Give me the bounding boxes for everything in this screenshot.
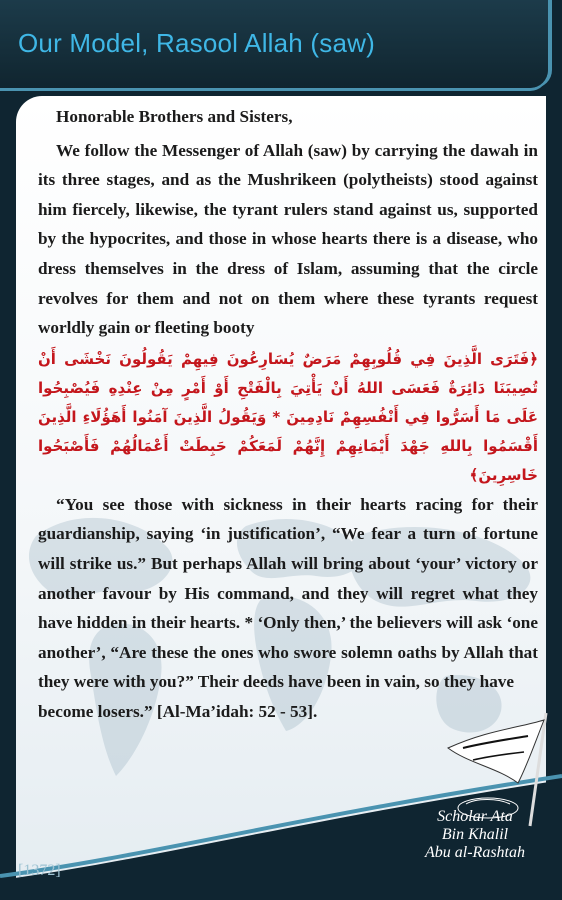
signature-line-3: Abu al-Rashtah [425, 844, 525, 861]
intro-paragraph: We follow the Messenger of Allah (saw) by carrying the dawah in its three stages, and as the Mushrikeen (polytheists) stood against him fiercely, likewise, the tyrant rulers stand against us, supported by the hypocrites, and those in whose hearts there is a disease, who dress themselves in the dress of Islam, assuming that the circle revolves for them and not on them where these tyrants request worldly gain or fleeting booty [38, 140, 538, 338]
signature-line-2: Bin Khalil [441, 826, 509, 843]
verse-translation-end: become losers.” [Al-Ma’idah: 52 - 53]. [38, 701, 318, 721]
arabic-verse: ﴿فَتَرَى الَّذِينَ فِي قُلُوبِهِمْ مَرَضٌ يُسَارِعُونَ فِيهِمْ يَقُولُونَ نَخْشَى أَنْ تُصِيبَنَا دَائِرَةٌ فَعَسَى اللهُ أَنْ يَأْتِيَ بِالْفَتْحِ أَوْ أَمْرٍ مِنْ عِنْدِهِ فَيُصْبِحُوا عَلَى مَا أَسَرُّوا فِي أَنْفُسِهِمْ نَادِمِينَ * وَيَقُولُ الَّذِينَ آمَنُوا أَهَؤُلَاءِ الَّذِينَ أَقْسَمُوا بِاللهِ جَهْدَ أَيْمَانِهِمْ إِنَّهُمْ لَمَعَكُمْ حَبِطَتْ أَعْمَالُهُمْ فَأَصْبَحُوا خَاسِرِينَ﴾ [38, 349, 538, 484]
signature [400, 808, 550, 862]
greeting: Honorable Brothers and Sisters, [56, 107, 293, 126]
verse-translation: “You see those with sickness in their hearts racing for their guardianship, saying ‘in justification’, “We fear a turn of fortune will strike us.” But perhaps Allah will bring about ‘your’ victory or another favour by His command, and they will regret what they have hidden in their hearts. * ‘Only then,’ the believers will ask ‘one another’, “Are these the ones who swore solemn oaths by Allah that they were with you?” Their deeds have been in vain, so they have [38, 494, 538, 692]
letter-body [38, 102, 538, 727]
page-title: Our Model, Rasool Allah (saw) [18, 28, 375, 58]
header-bar [0, 0, 548, 88]
signature-line-1: Scholar Ata [437, 808, 513, 825]
page-number: [1372] [18, 862, 61, 879]
